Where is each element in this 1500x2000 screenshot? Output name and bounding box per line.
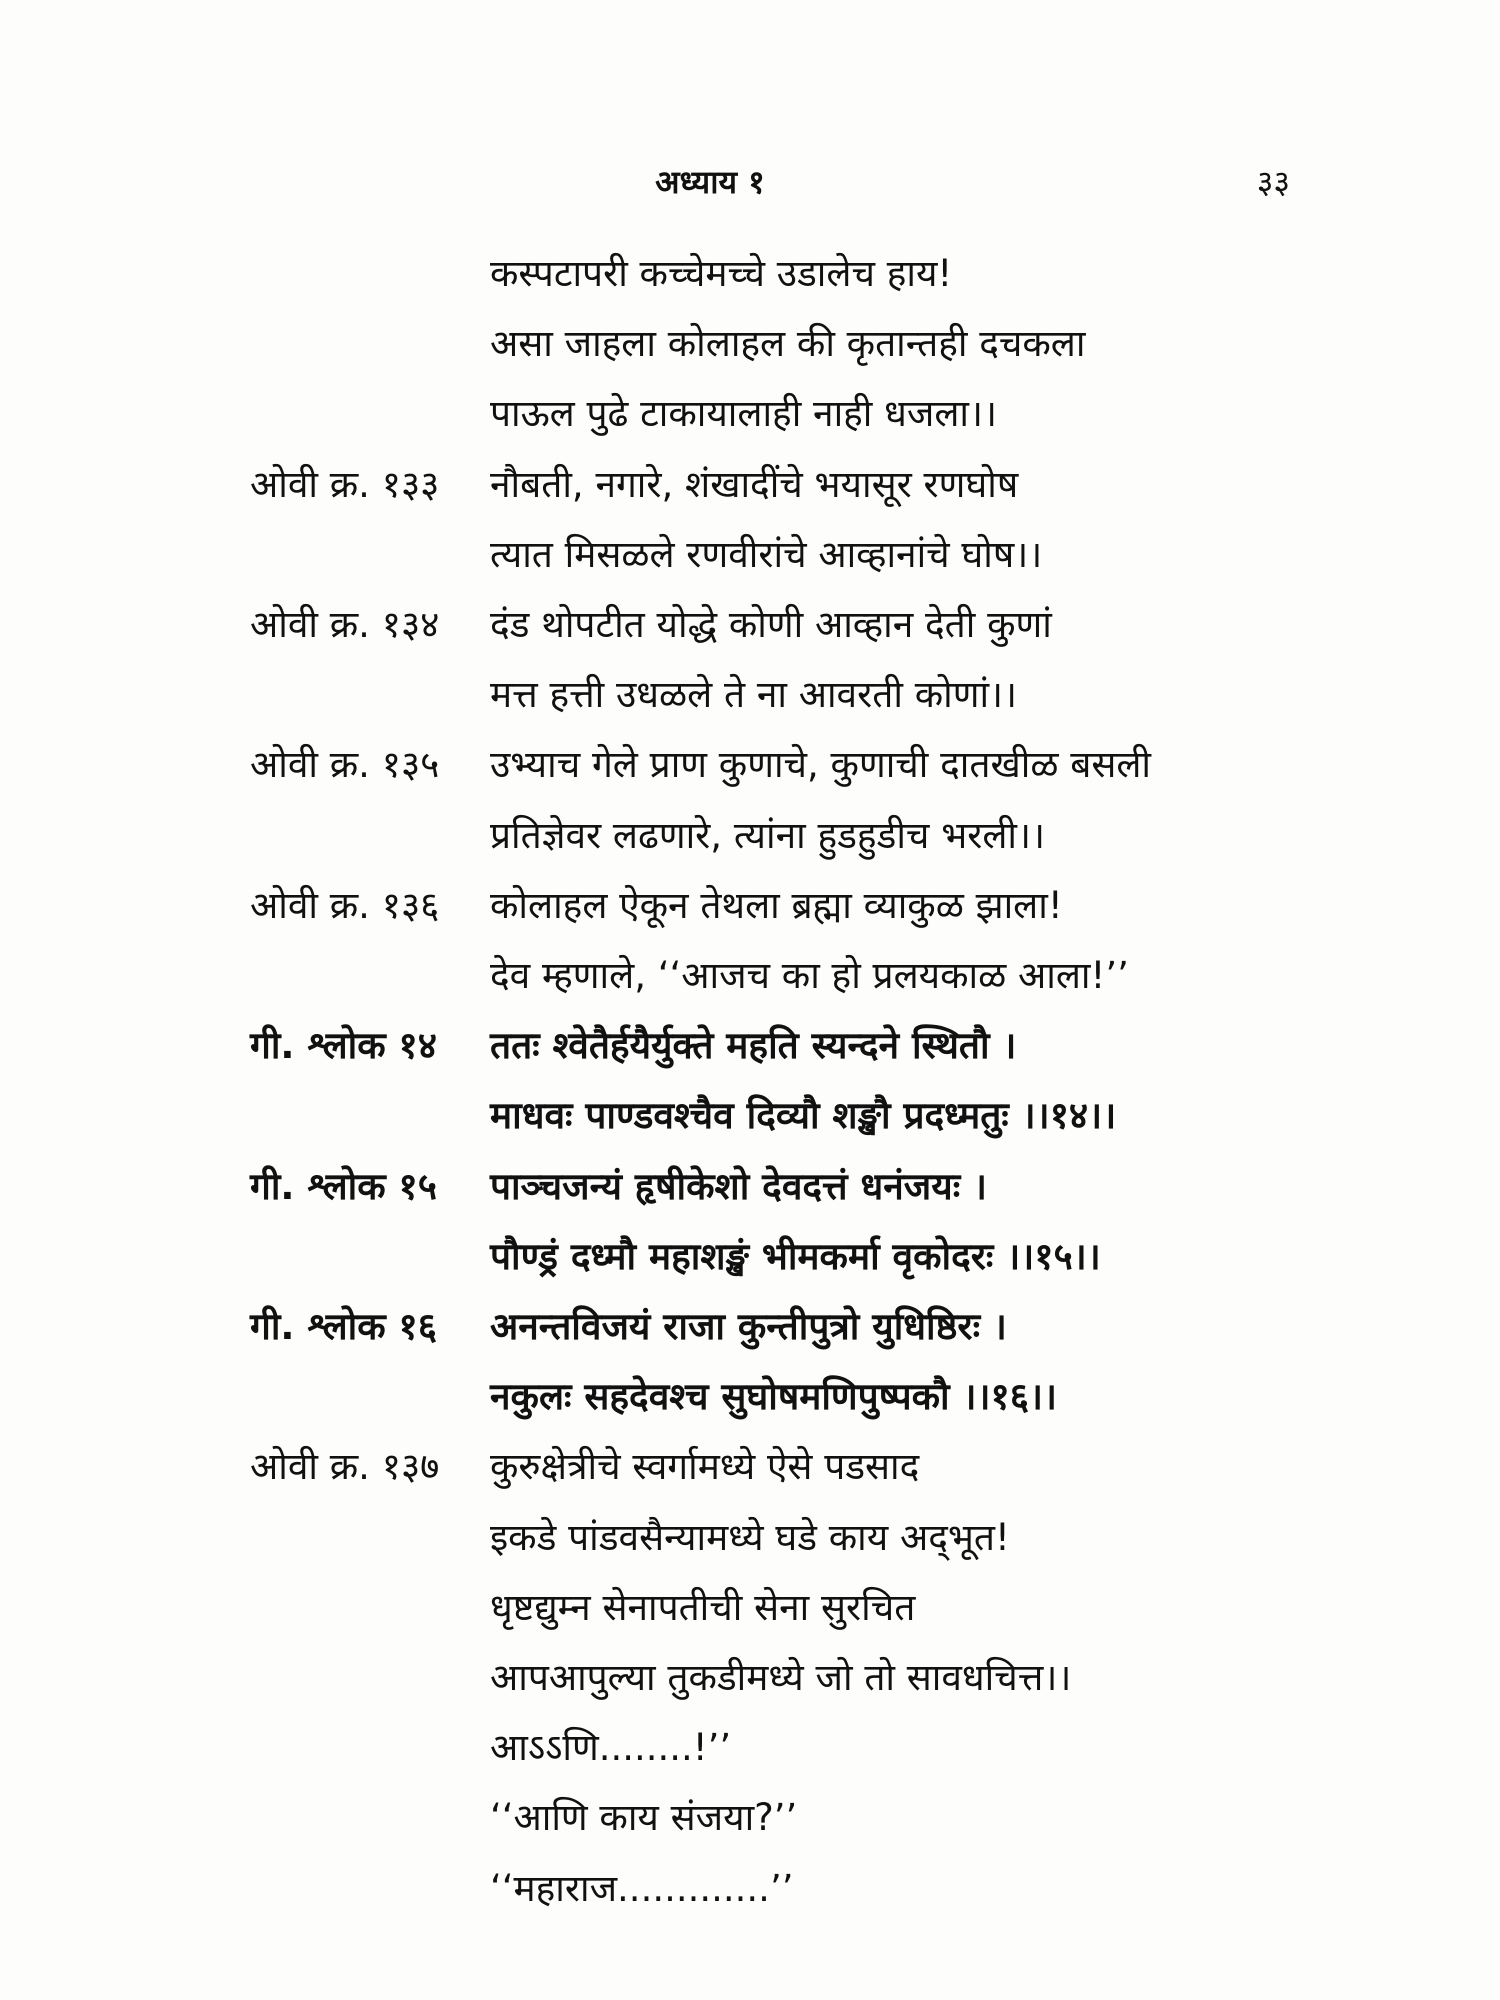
verse-text: पाञ्चजन्यं हृषीकेशो देवदत्तं धनंजयः । — [490, 1164, 988, 1208]
verse-number-label: ओवी क्र. १३६ — [250, 883, 440, 927]
verse-text: कुरुक्षेत्रीचे स्वर्गामध्ये ऐसे पडसाद — [490, 1445, 920, 1489]
verse-number-label: गी. श्लोक १४ — [250, 1024, 438, 1068]
verse-number-label: गी. श्लोक १५ — [250, 1164, 438, 1208]
verse-text: इकडे पांडवसैन्यामध्ये घडे काय अद्‌भूत! — [490, 1515, 1010, 1559]
verse-text: ‘‘आणि काय संजया?’’ — [490, 1796, 798, 1840]
verse-text: नौबती, नगारे, शंखादींचे भयासूर रणघोष — [490, 462, 1019, 506]
verse-text: अनन्तविजयं राजा कुन्तीपुत्रो युधिष्ठिरः । — [490, 1305, 1007, 1348]
verse-number-label: ओवी क्र. १३४ — [250, 603, 440, 646]
verse-number-label: गी. श्लोक १६ — [250, 1305, 438, 1348]
verse-text: नकुलः सहदेवश्च सुघोषमणिपुष्पकौ ।।१६।। — [490, 1375, 1058, 1419]
verse-text: आऽऽणि........!’’ — [490, 1726, 732, 1770]
page-number: ३३ — [1256, 163, 1290, 201]
verse-text: पौण्ड्रं दध्मौ महाशङ्खं भीमकर्मा वृकोदरः ।।१५।। — [490, 1234, 1101, 1278]
verse-text: मत्त हत्ती उधळले ते ना आवरती कोणां।। — [490, 673, 1018, 717]
verse-text: माधवः पाण्डवश्चैव दिव्यौ शङ्खौ प्रदध्मतुः ।।१४।। — [490, 1094, 1117, 1138]
verse-text: कोलाहल ऐकून तेथला ब्रह्मा व्याकुळ झाला! — [490, 883, 1063, 927]
verse-number-label: ओवी क्र. १३५ — [250, 743, 440, 787]
chapter-heading: अध्याय १ — [655, 163, 765, 201]
verse-text: दंड थोपटीत योद्धे कोणी आव्हान देती कुणां — [490, 603, 1052, 646]
verse-text: कस्पटापरी कच्चेमच्चे उडालेच हाय! — [490, 252, 953, 295]
verse-text: आपआपुल्या तुकडीमध्ये जो तो सावधचित्त।। — [490, 1656, 1072, 1699]
verse-text: पाऊल पुढे टाकायालाही नाही धजला।। — [490, 392, 998, 436]
verse-text: प्रतिज्ञेवर लढणारे, त्यांना हुडहुडीच भरली।। — [490, 813, 1046, 857]
verse-text: ततः श्वेतैर्हयैर्युक्ते महति स्यन्दने स्थितौ । — [490, 1024, 1017, 1068]
verse-text: धृष्टद्युम्न सेनापतीची सेना सुरचित — [490, 1585, 916, 1629]
verse-number-label: ओवी क्र. १३७ — [250, 1445, 440, 1489]
verse-text: असा जाहला कोलाहल की कृतान्तही दचकला — [490, 322, 1086, 366]
verse-text: त्यात मिसळले रणवीरांचे आव्हानांचे घोष।। — [490, 532, 1043, 576]
verse-text: ‘‘महाराज.............’’ — [490, 1866, 794, 1910]
verse-number-label: ओवी क्र. १३३ — [250, 462, 440, 506]
verse-text: देव म्हणाले, ‘‘आजच का हो प्रलयकाळ आला!’’ — [490, 954, 1129, 997]
verse-text: उभ्याच गेले प्राण कुणाचे, कुणाची दातखीळ बसली — [490, 743, 1152, 787]
